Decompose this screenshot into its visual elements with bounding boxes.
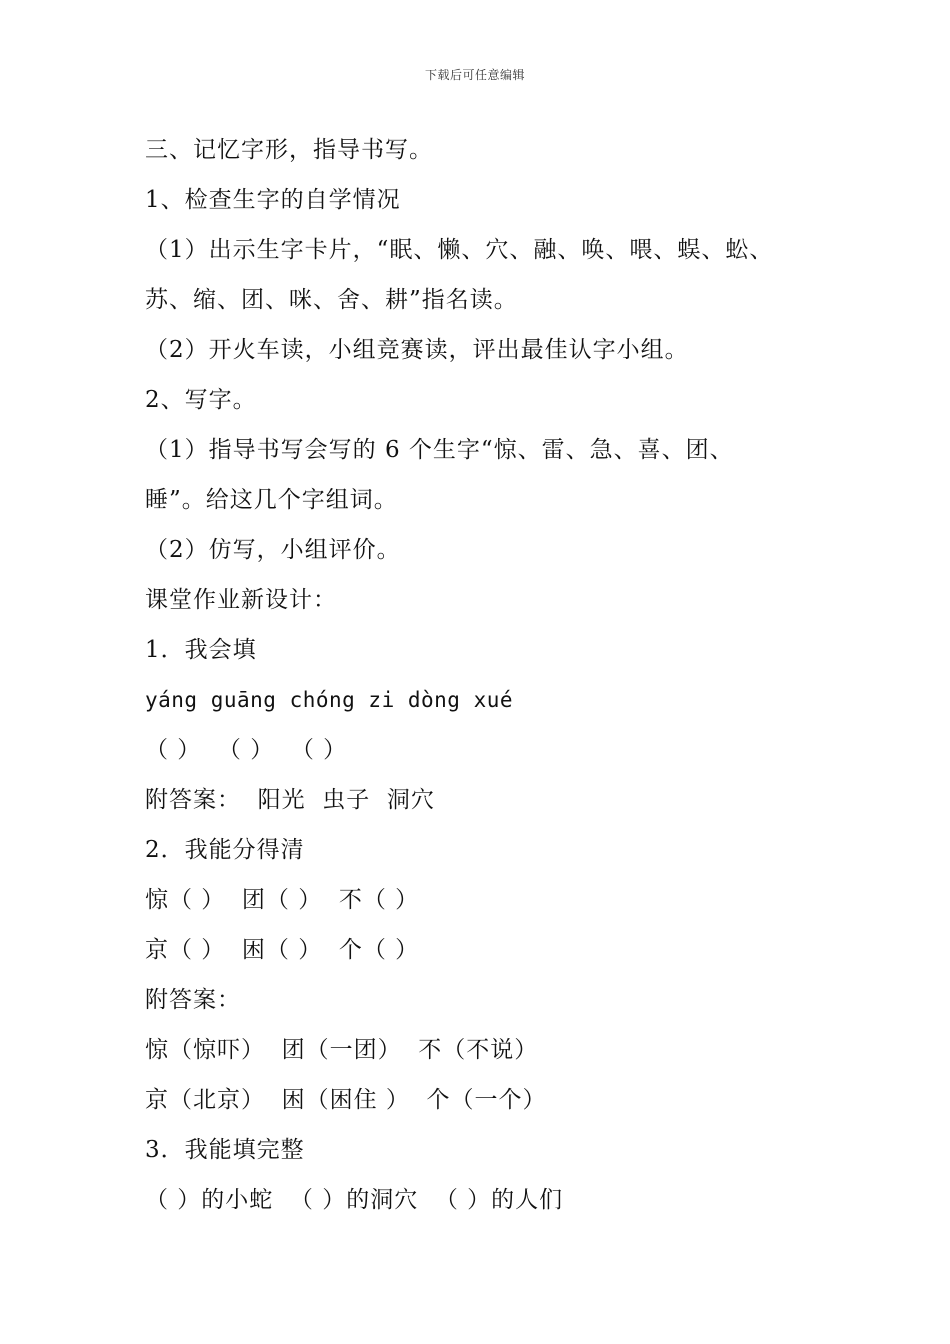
paragraph-line: （1）指导书写会写的 6 个生字“惊、雷、急、喜、团、 <box>145 437 734 463</box>
paragraph-line: 睡”。给这几个字组词。 <box>145 487 398 513</box>
step-heading: 2、写字。 <box>145 387 257 413</box>
blank-line: 京（ ） 困（ ） 个（ ） <box>145 937 420 963</box>
answer-line: 京（北京） 困（困住 ） 个（一个） <box>145 1087 547 1113</box>
blank-line: 惊（ ） 团（ ） 不（ ） <box>145 887 420 913</box>
exercise-heading: 3．我能填完整 <box>145 1137 305 1163</box>
paragraph-line: 苏、缩、团、咪、舍、耕”指名读。 <box>145 287 518 313</box>
answer-line: 附答案： 阳光 虫子 洞穴 <box>145 787 435 813</box>
section-heading: 三、记忆字形，指导书写。 <box>145 137 433 163</box>
answer-heading: 附答案： <box>145 987 241 1013</box>
blank-line: （ ）的小蛇 （ ）的洞穴 （ ）的人们 <box>145 1187 564 1213</box>
blank-line: （ ） （ ） （ ） <box>145 737 348 763</box>
paragraph-line: （1）出示生字卡片，“眠、懒、穴、融、唤、喂、蜈、蚣、 <box>145 237 774 263</box>
pinyin-line: yáng guāng chóng zi dòng xué <box>145 688 514 712</box>
paragraph-line: （2）仿写，小组评价。 <box>145 537 401 563</box>
document-body <box>145 128 845 1228</box>
exercise-heading: 1．我会填 <box>145 637 257 663</box>
answer-line: 惊（惊吓） 团（一团） 不（不说） <box>145 1037 539 1063</box>
step-heading: 1、检查生字的自学情况 <box>145 187 401 213</box>
exercise-heading: 2．我能分得清 <box>145 837 305 863</box>
paragraph-line: （2）开火车读，小组竞赛读，评出最佳认字小组。 <box>145 337 689 363</box>
section-heading: 课堂作业新设计： <box>145 587 337 613</box>
page-header-note: 下载后可任意编辑 <box>424 68 525 82</box>
